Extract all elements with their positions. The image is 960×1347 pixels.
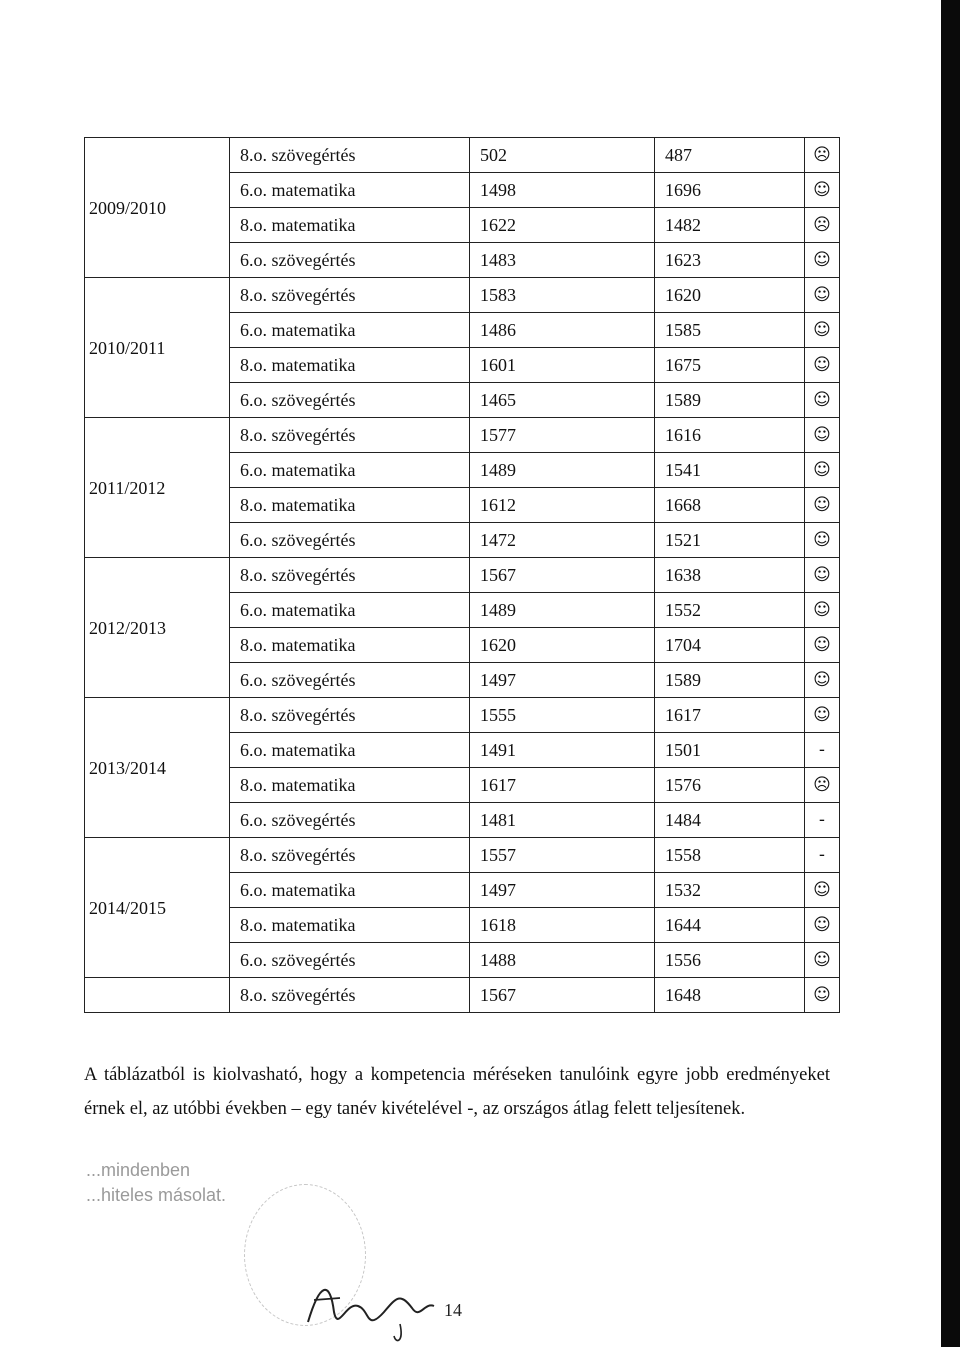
school-score-cell: 1622 xyxy=(470,208,655,243)
test-name-cell: 8.o. matematika xyxy=(230,908,470,943)
result-mark-cell: ☺ xyxy=(805,593,840,628)
test-name-cell: 8.o. matematika xyxy=(230,348,470,383)
school-score-cell: 502 xyxy=(470,138,655,173)
result-mark-cell: ☺ xyxy=(805,348,840,383)
national-score-cell: 1558 xyxy=(655,838,805,873)
national-score-cell: 1482 xyxy=(655,208,805,243)
test-name-cell: 6.o. matematika xyxy=(230,313,470,348)
results-table xyxy=(84,137,840,1013)
school-score-cell: 1489 xyxy=(470,593,655,628)
school-score-cell: 1612 xyxy=(470,488,655,523)
national-score-cell: 1644 xyxy=(655,908,805,943)
test-name-cell: 6.o. matematika xyxy=(230,873,470,908)
table-row xyxy=(85,418,840,453)
result-mark-cell: ☺ xyxy=(805,173,840,208)
school-score-cell: 1488 xyxy=(470,943,655,978)
national-score-cell: 1521 xyxy=(655,523,805,558)
result-mark-cell: ☺ xyxy=(805,663,840,698)
result-mark-cell: ☺ xyxy=(805,243,840,278)
test-name-cell: 8.o. matematika xyxy=(230,488,470,523)
test-name-cell: 6.o. szövegértés xyxy=(230,383,470,418)
school-year-cell: 2011/2012 xyxy=(85,418,230,558)
result-mark-cell: ☺ xyxy=(805,558,840,593)
test-name-cell: 8.o. szövegértés xyxy=(230,418,470,453)
result-mark-cell: ☺ xyxy=(805,523,840,558)
national-score-cell: 1648 xyxy=(655,978,805,1013)
school-year-cell: 2013/2014 xyxy=(85,698,230,838)
national-score-cell: 1541 xyxy=(655,453,805,488)
result-mark-cell: - xyxy=(805,803,840,838)
national-score-cell: 1532 xyxy=(655,873,805,908)
test-name-cell: 6.o. szövegértés xyxy=(230,803,470,838)
test-name-cell: 6.o. matematika xyxy=(230,593,470,628)
result-mark-cell: ☺ xyxy=(805,628,840,663)
national-score-cell: 1668 xyxy=(655,488,805,523)
signature xyxy=(300,1262,490,1346)
national-score-cell: 1576 xyxy=(655,768,805,803)
table-row xyxy=(85,838,840,873)
result-mark-cell: ☹ xyxy=(805,138,840,173)
school-score-cell: 1483 xyxy=(470,243,655,278)
test-name-cell: 6.o. matematika xyxy=(230,173,470,208)
table-row xyxy=(85,698,840,733)
summary-paragraph: A táblázatból is kiolvasható, hogy a kompetencia méréseken tanulóink egyre jobb eredményeket érnek el, az utóbbi években – egy tanév kivételével -, az országos átlag felett teljesítenek. xyxy=(84,1065,830,1119)
result-mark-cell: ☺ xyxy=(805,453,840,488)
school-score-cell: 1497 xyxy=(470,663,655,698)
national-score-cell: 1620 xyxy=(655,278,805,313)
table-row xyxy=(85,978,840,1013)
national-score-cell: 487 xyxy=(655,138,805,173)
results-table-body xyxy=(85,138,840,1013)
result-mark-cell: ☺ xyxy=(805,383,840,418)
national-score-cell: 1638 xyxy=(655,558,805,593)
school-score-cell: 1618 xyxy=(470,908,655,943)
school-score-cell: 1567 xyxy=(470,978,655,1013)
school-score-cell: 1481 xyxy=(470,803,655,838)
test-name-cell: 6.o. szövegértés xyxy=(230,243,470,278)
school-score-cell: 1472 xyxy=(470,523,655,558)
school-score-cell: 1498 xyxy=(470,173,655,208)
test-name-cell: 8.o. szövegértés xyxy=(230,838,470,873)
test-name-cell: 8.o. szövegértés xyxy=(230,278,470,313)
result-mark-cell: ☺ xyxy=(805,698,840,733)
scan-edge-bar xyxy=(941,0,960,1347)
result-mark-cell: ☺ xyxy=(805,488,840,523)
result-mark-cell: ☺ xyxy=(805,418,840,453)
national-score-cell: 1704 xyxy=(655,628,805,663)
test-name-cell: 6.o. matematika xyxy=(230,733,470,768)
national-score-cell: 1484 xyxy=(655,803,805,838)
national-score-cell: 1616 xyxy=(655,418,805,453)
school-year-cell xyxy=(85,978,230,1013)
signature-number: 14 xyxy=(444,1300,462,1320)
test-name-cell: 8.o. matematika xyxy=(230,768,470,803)
national-score-cell: 1675 xyxy=(655,348,805,383)
school-score-cell: 1557 xyxy=(470,838,655,873)
test-name-cell: 8.o. szövegértés xyxy=(230,978,470,1013)
result-mark-cell: ☺ xyxy=(805,278,840,313)
test-name-cell: 6.o. szövegértés xyxy=(230,943,470,978)
result-mark-cell: ☺ xyxy=(805,908,840,943)
test-name-cell: 6.o. szövegértés xyxy=(230,523,470,558)
school-year-cell: 2010/2011 xyxy=(85,278,230,418)
test-name-cell: 8.o. szövegértés xyxy=(230,558,470,593)
result-mark-cell: ☺ xyxy=(805,313,840,348)
table-row xyxy=(85,138,840,173)
national-score-cell: 1556 xyxy=(655,943,805,978)
result-mark-cell: ☺ xyxy=(805,873,840,908)
school-score-cell: 1497 xyxy=(470,873,655,908)
national-score-cell: 1552 xyxy=(655,593,805,628)
result-mark-cell: ☹ xyxy=(805,768,840,803)
test-name-cell: 6.o. matematika xyxy=(230,453,470,488)
school-score-cell: 1486 xyxy=(470,313,655,348)
national-score-cell: 1623 xyxy=(655,243,805,278)
school-score-cell: 1577 xyxy=(470,418,655,453)
national-score-cell: 1617 xyxy=(655,698,805,733)
national-score-cell: 1696 xyxy=(655,173,805,208)
school-score-cell: 1555 xyxy=(470,698,655,733)
test-name-cell: 8.o. szövegértés xyxy=(230,698,470,733)
school-score-cell: 1567 xyxy=(470,558,655,593)
result-mark-cell: - xyxy=(805,838,840,873)
national-score-cell: 1589 xyxy=(655,383,805,418)
result-mark-cell: ☺ xyxy=(805,943,840,978)
result-mark-cell: - xyxy=(805,733,840,768)
test-name-cell: 8.o. szövegértés xyxy=(230,138,470,173)
result-mark-cell: ☺ xyxy=(805,978,840,1013)
school-year-cell: 2014/2015 xyxy=(85,838,230,978)
school-year-cell: 2009/2010 xyxy=(85,138,230,278)
stamp-line-1: ...mindenben xyxy=(86,1160,191,1180)
school-score-cell: 1601 xyxy=(470,348,655,383)
national-score-cell: 1589 xyxy=(655,663,805,698)
school-score-cell: 1489 xyxy=(470,453,655,488)
school-year-cell: 2012/2013 xyxy=(85,558,230,698)
school-score-cell: 1491 xyxy=(470,733,655,768)
school-score-cell: 1620 xyxy=(470,628,655,663)
national-score-cell: 1585 xyxy=(655,313,805,348)
school-score-cell: 1617 xyxy=(470,768,655,803)
stamp-line-2: ...hiteles másolat. xyxy=(86,1185,227,1205)
table-row xyxy=(85,558,840,593)
result-mark-cell: ☹ xyxy=(805,208,840,243)
test-name-cell: 6.o. szövegértés xyxy=(230,663,470,698)
national-score-cell: 1501 xyxy=(655,733,805,768)
test-name-cell: 8.o. matematika xyxy=(230,208,470,243)
table-row xyxy=(85,278,840,313)
school-score-cell: 1465 xyxy=(470,383,655,418)
test-name-cell: 8.o. matematika xyxy=(230,628,470,663)
school-score-cell: 1583 xyxy=(470,278,655,313)
